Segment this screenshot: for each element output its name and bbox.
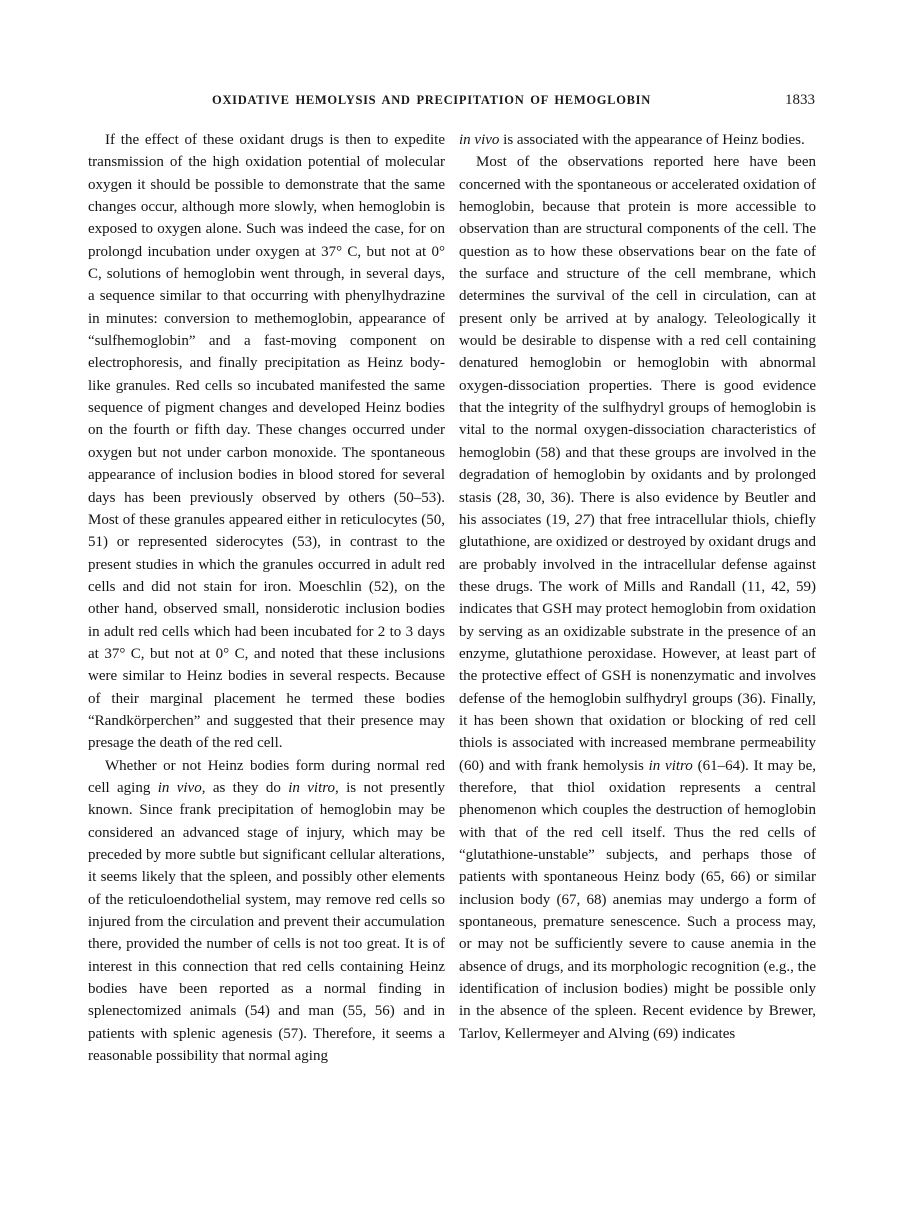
text-run: in vivo	[459, 132, 500, 148]
text-run: , as they do	[201, 779, 289, 796]
paragraph	[459, 151, 816, 1045]
text-run: 27	[574, 511, 590, 528]
running-title: OXIDATIVE HEMOLYSIS AND PRECIPITATION OF HEMOGLOBIN	[212, 93, 651, 107]
page-header	[88, 92, 815, 109]
paragraph	[459, 129, 816, 151]
left-column	[88, 129, 445, 1179]
text-run: If the effect of these oxidant drugs is then to expedite transmission of the high oxidation potential of molecular oxygen it should be possible to demonstrate that the same changes occur, although more slowly, when hemoglobin is exposed to oxygen alone. Such was indeed the case, for on prolongd incubation under oxygen at 37° C, but not at 0° C, solutions of hemoglobin went through, in several days, a sequence similar to that occurring with phenylhydrazine in minutes: conversion to methemoglobin, appearance of “sulfhemoglobin” and a fast-moving component on electrophoresis, and finally precipitation as Heinz body-like granules. Red cells so incubated manifested the same sequence of pigment changes and developed Heinz bodies on the fourth or fifth day. These changes occurred under oxygen but not under carbon monoxide. The spontaneous appearance of inclusion bodies in blood stored for several days has been previously observed by others (50–53). Most of these granules appeared either in reticulocytes (50, 51) or represented siderocytes (53), in contrast to the present studies in which the granules occurred in adult red cells and did not stain for iron. Moeschlin (52), on the other hand, observed small, nonsiderotic inclusion bodies in adult red cells which had been incubated for 2 to 3 days at 37° C, but not at 0° C, and noted that these inclusions were similar to Heinz bodies in several respects. Because of their marginal placement he termed these bodies “Randkörperchen” and suggested that their presence may presage the death of the red cell.	[88, 132, 445, 752]
text-columns	[88, 129, 816, 1179]
text-run: in vivo	[157, 779, 202, 796]
paragraph	[88, 129, 445, 755]
text-run: , is not presently known. Since frank precipitation of hemoglobin may be considered an advanced stage of injury, which may be preceded by more subtle but significant cellular alterations, it seems likely that the spleen, and possibly other elements of the reticuloendothelial system, may remove red cells so injured from the circulation and prevent their accumulation there, provided the number of cells is not too great. It is of interest in this connection that red cells containing Heinz bodies have been reported as a normal finding in splenectomized animals (54) and man (55, 56) and in patients with splenic agenesis (57). Therefore, it seems a reasonable possibility that normal aging	[88, 779, 445, 1065]
text-run: ) that free intracellular thiols, chiefly glutathione, are oxidized or destroyed by oxidant drugs and are probably involved in the intracellular defense against these drugs. The work of Mills and Randall (11, 42, 59) indicates that GSH may protect hemoglobin from oxidation by serving as an oxidizable substrate in the presence of an enzyme, glutathione peroxidase. However, at least part of the protective effect of GSH is nonenzymatic and involves defense of the hemoglobin sulfhydryl groups (36). Finally, it has been shown that oxidation or blocking of red cell thiols is associated with increased membrane permeability (60) and with frank hemolysis	[459, 511, 816, 774]
text-run: (61–64). It may be, therefore, that thiol oxidation represents a central phenomenon which couples the destruction of hemoglobin with that of the red cell itself. Thus the red cells of “glutathione-unstable” subjects, and perhaps those of patients with spontaneous Heinz body (65, 66) or similar inclusion body (67, 68) anemias may undergo a form of spontaneous, premature senescence. Such a process may, or may not be sufficiently severe to cause anemia in the absence of drugs, and its morphologic recognition (e.g., the identification of inclusion bodies) might be possible only in the absence of the spleen. Recent evidence by Brewer, Tarlov, Kellermeyer and Alving (69) indicates	[459, 757, 816, 1042]
text-run: Whether or not Heinz bodies form during normal red cell aging	[88, 757, 445, 796]
paragraph	[88, 755, 445, 1068]
text-run: is associated with the appearance of Heinz bodies.	[499, 132, 805, 148]
page-number: 1833	[785, 92, 815, 108]
text-run: in vitro	[648, 757, 693, 774]
text-run: Most of the observations reported here have been concerned with the spontaneous or accelerated oxidation of hemoglobin, because that protein is more accessible to observation than are structural components of the cell. The question as to how these observations bear on the fate of the surface and structure of the cell membrane, which determines the survival of the cell in circulation, can at present only be arrived at by analogy. Teleologically it would be desirable to dispense with a red cell containing denatured hemoglobin or hemoglobin with abnormal oxygen-dissociation properties. There is good evidence that the integrity of the sulfhydryl groups of hemoglobin is vital to the normal oxygen-dissociation characteristics of hemoglobin (58) and that these groups are involved in the degradation of hemoglobin by oxidants and by prolonged stasis (28, 30, 36). There is also evidence by Beutler and his associates (19,	[459, 154, 816, 528]
text-run: in vitro	[288, 779, 336, 796]
right-column	[459, 129, 816, 1179]
